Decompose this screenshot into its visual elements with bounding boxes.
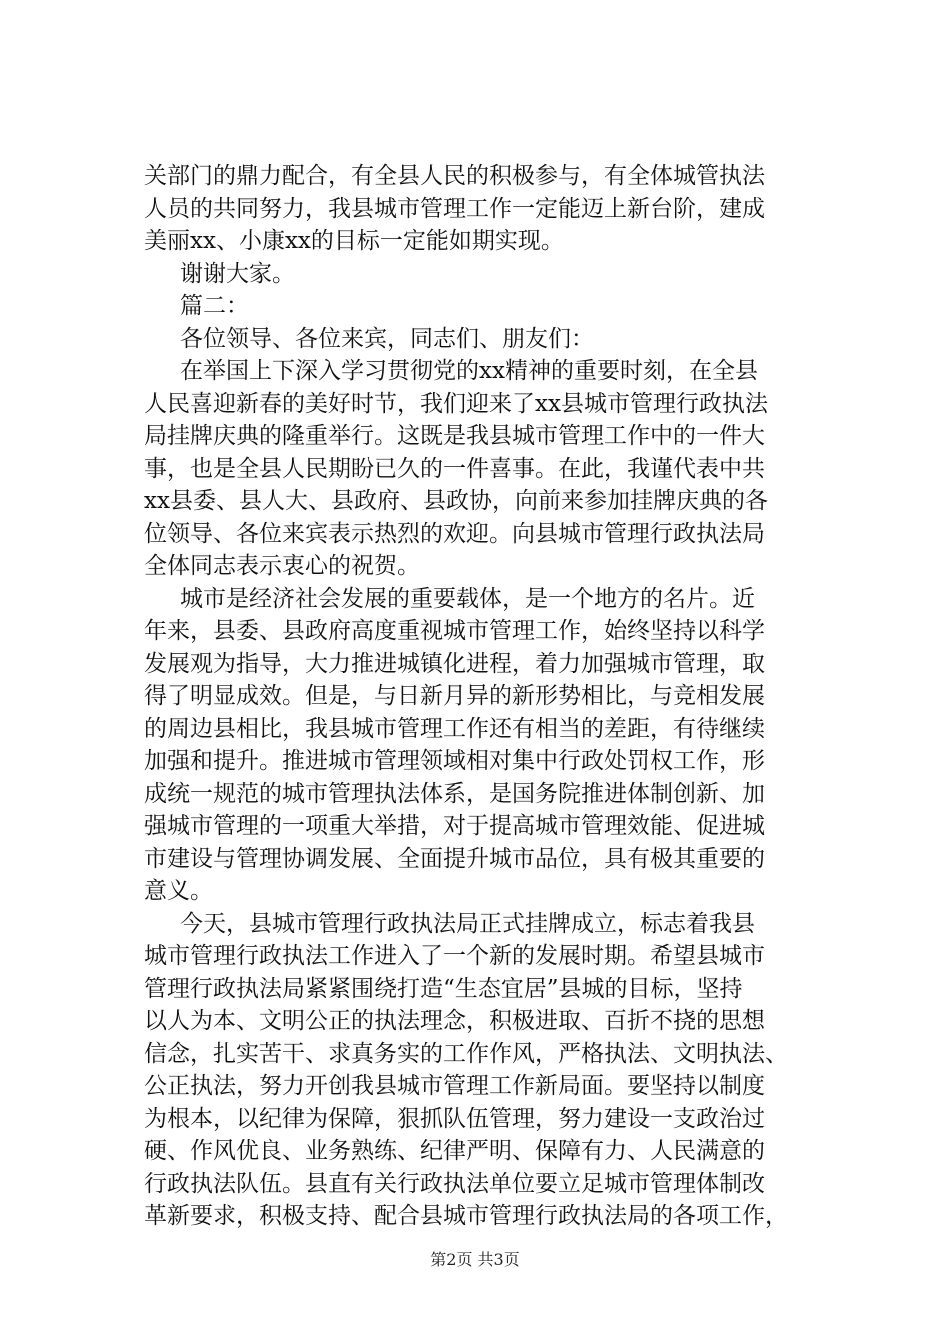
section-heading: 篇二： [180, 293, 249, 319]
text-line: 事，也是全县人民期盼已久的一件喜事。在此，我谨代表中共 [144, 455, 765, 482]
text-line: 为根本，以纪律为保障，狠抓队伍管理，努力建设一支政治过 [144, 1105, 765, 1132]
text-line: 人员的共同努力，我县城市管理工作一定能迈上新台阶，建成 [144, 195, 765, 222]
text-line: 全体同志表示衷心的祝贺。 [144, 553, 420, 579]
text-line: 行政执法队伍。县直有关行政执法单位要立足城市管理体制改 [144, 1170, 765, 1197]
text-line: 以人为本、文明公正的执法理念，积极进取、百折不挠的思想 [144, 1008, 765, 1034]
text-line: 美丽xx、小康xx的目标一定能如期实现。 [144, 228, 564, 254]
text-line: 意义。 [144, 878, 213, 904]
text-line: 发展观为指导，大力推进城镇化进程，着力加强城市管理，取 [144, 650, 765, 677]
text-line: 成统一规范的城市管理执法体系，是国务院推进体制创新、加 [144, 780, 765, 807]
text-line: 人民喜迎新春的美好时节，我们迎来了xx县城市管理行政执法 [144, 390, 768, 417]
text-line: 信念，扎实苦干、求真务实的工作作风，严格执法、文明执法、 [144, 1040, 788, 1067]
text-line: 关部门的鼎力配合，有全县人民的积极参与，有全体城管执法 [144, 163, 765, 189]
text-line: 硬、作风优良、业务熟练、纪律严明、保障有力、人民满意的 [144, 1138, 765, 1164]
text-line: 得了明显成效。但是，与日新月异的新形势相比，与竞相发展 [144, 683, 765, 709]
text-line: 在举国上下深入学习贯彻党的xx精神的重要时刻，在全县 [180, 358, 758, 384]
text-line: 革新要求，积极支持、配合县城市管理行政执法局的各项工作， [144, 1203, 788, 1229]
text-line: 加强和提升。推进城市管理领域相对集中行政处罚权工作，形 [144, 748, 765, 774]
text-line: 市建设与管理协调发展、全面提升城市品位，具有极其重要的 [144, 845, 765, 872]
text-line: 的周边县相比，我县城市管理工作还有相当的差距，有待继续 [144, 715, 765, 742]
text-line: 城市是经济社会发展的重要载体，是一个地方的名片。近 [180, 585, 755, 612]
text-line: 公正执法，努力开创我县城市管理工作新局面。要坚持以制度 [144, 1073, 765, 1099]
text-line: 强城市管理的一项重大举措，对于提高城市管理效能、促进城 [144, 813, 765, 839]
page-footer: 第2页 共3页 [430, 1249, 520, 1269]
text-line: 今天，县城市管理行政执法局正式挂牌成立，标志着我县 [180, 910, 755, 937]
text-line: 谢谢大家。 [180, 260, 295, 287]
text-line: 年来，县委、县政府高度重视城市管理工作，始终坚持以科学 [144, 618, 765, 644]
salutation: 各位领导、各位来宾，同志们、朋友们： [180, 325, 594, 352]
text-line: 局挂牌庆典的隆重举行。这既是我县城市管理工作中的一件大 [144, 423, 765, 449]
text-line: xx县委、县人大、县政府、县政协，向前来参加挂牌庆典的各 [144, 488, 768, 514]
text-line: 管理行政执法局紧紧围绕打造“生态宜居”县城的目标，坚持 [144, 975, 743, 1002]
text-line: 位领导、各位来宾表示热烈的欢迎。向县城市管理行政执法局 [144, 520, 765, 547]
text-line: 城市管理行政执法工作进入了一个新的发展时期。希望县城市 [144, 943, 765, 969]
